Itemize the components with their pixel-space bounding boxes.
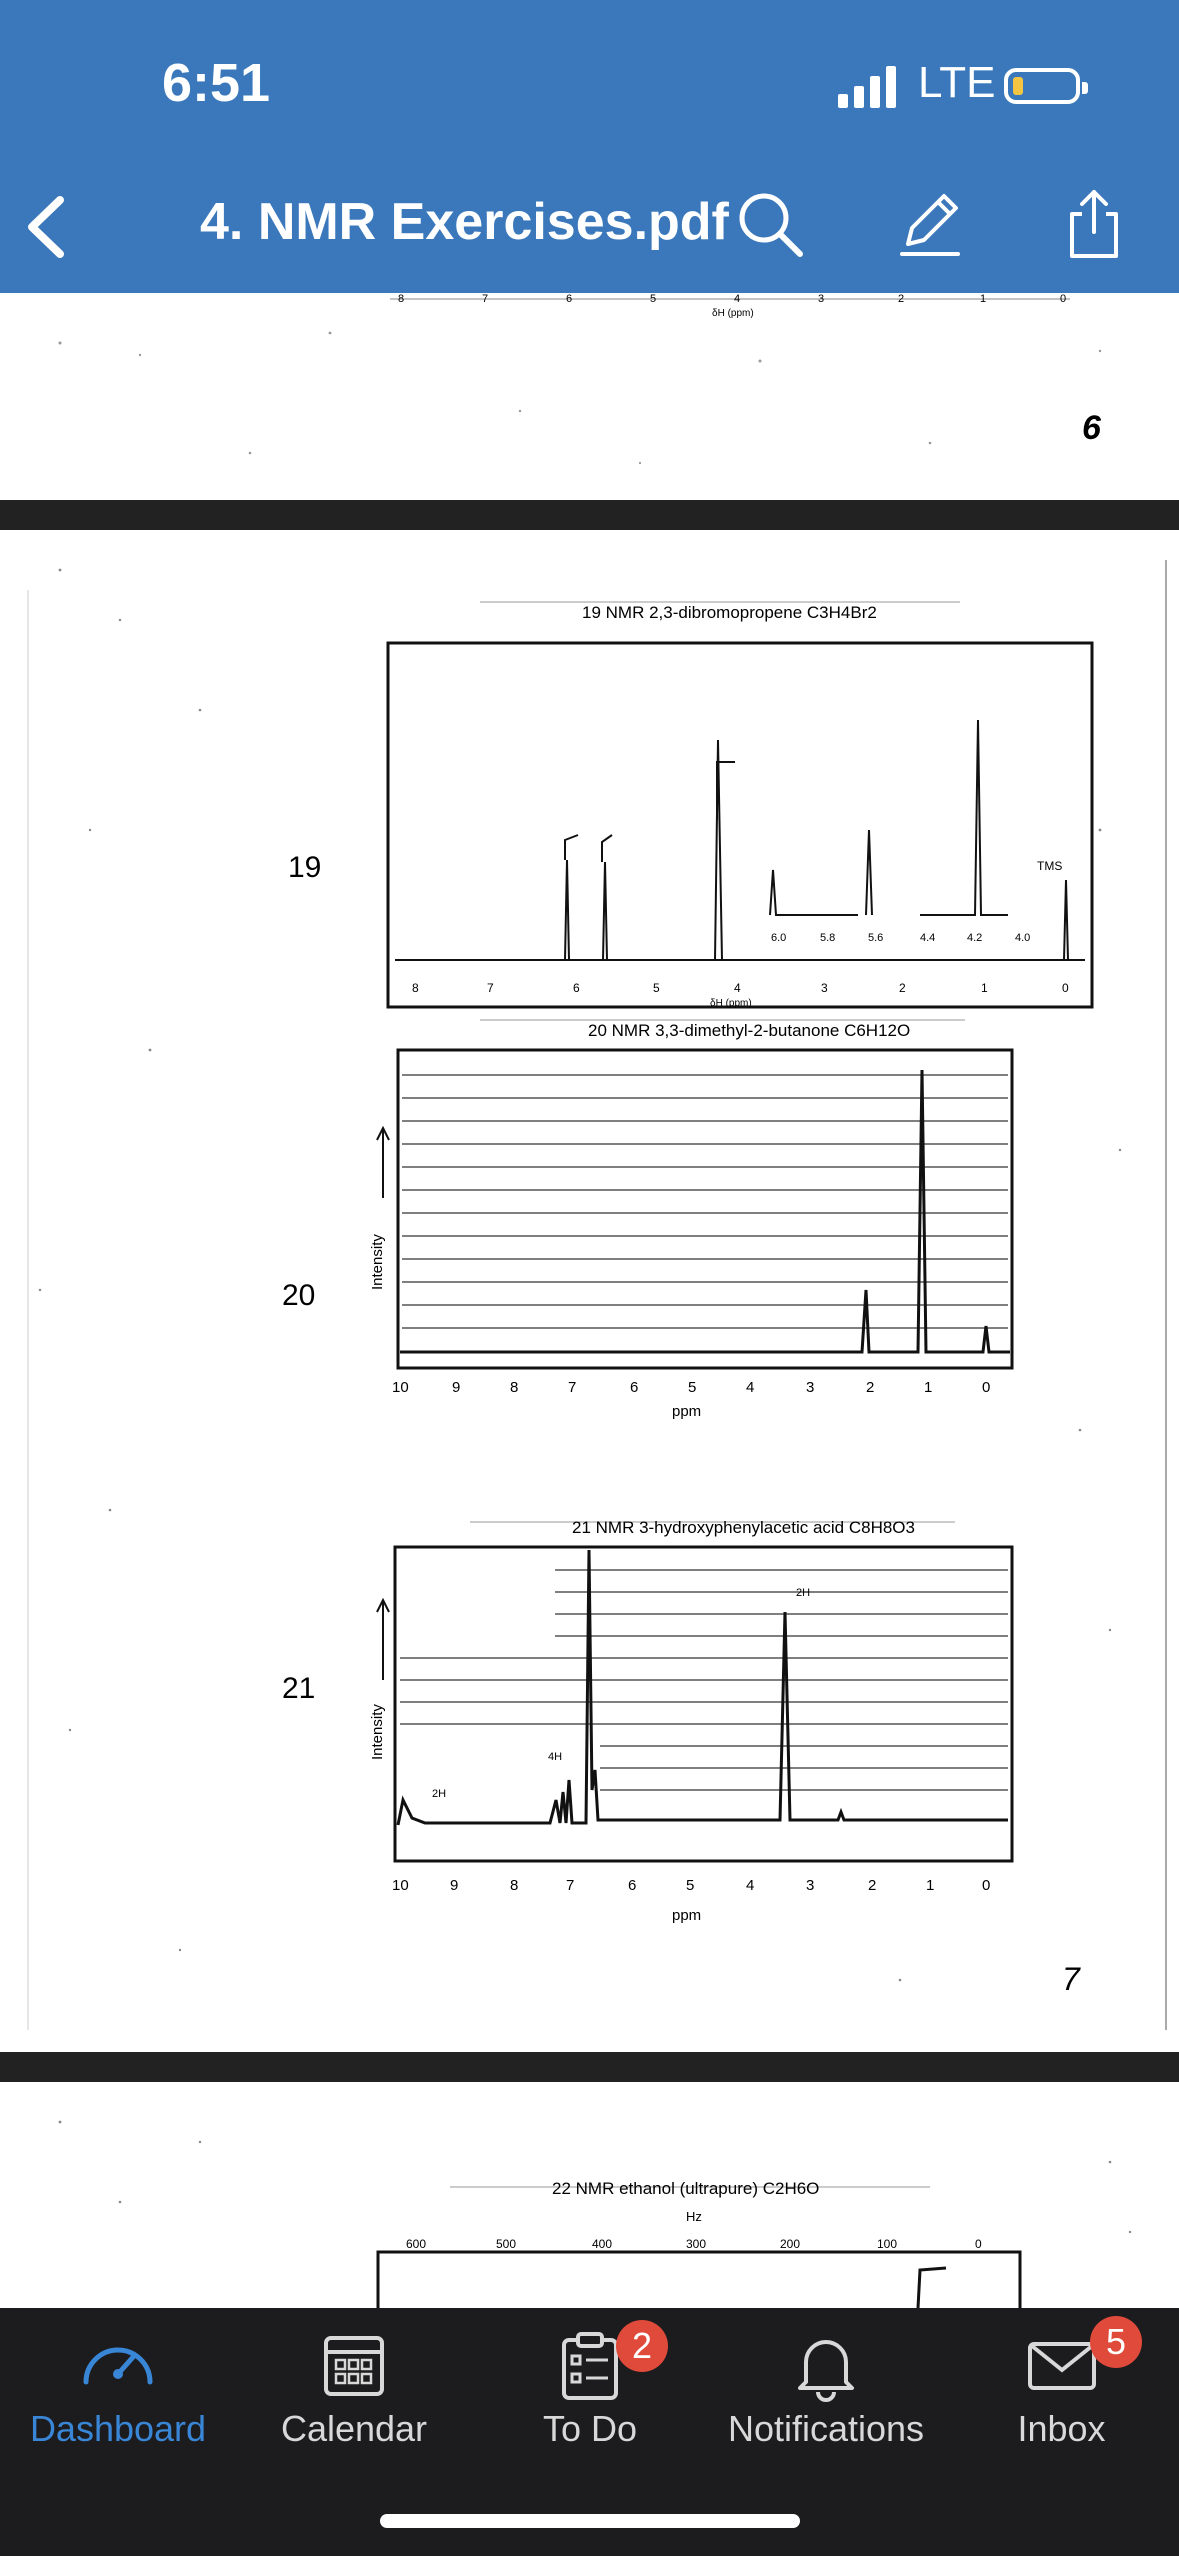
svg-text:3: 3 (806, 1877, 815, 1894)
spectrum-19-title: 19 NMR 2,3-dibromopropene C3H4Br2 (582, 603, 877, 622)
svg-text:Intensity: Intensity (369, 1704, 386, 1760)
svg-text:0: 0 (982, 1379, 991, 1396)
problem-number-19: 19 (288, 851, 322, 884)
inbox-badge: 5 (1090, 2316, 1142, 2368)
svg-text:6.0: 6.0 (771, 932, 787, 944)
svg-text:Intensity: Intensity (369, 1234, 386, 1290)
svg-text:8: 8 (398, 293, 405, 305)
svg-text:10: 10 (392, 1877, 409, 1894)
svg-text:1: 1 (926, 1877, 935, 1894)
chevron-left-icon[interactable] (20, 192, 70, 262)
svg-text:0: 0 (982, 1877, 991, 1894)
mail-icon (1026, 2338, 1098, 2394)
svg-text:7: 7 (482, 293, 489, 305)
svg-text:3: 3 (818, 293, 825, 305)
spectrum-21-title: 21 NMR 3-hydroxyphenylacetic acid C8H8O3 (572, 1518, 915, 1537)
share-icon[interactable] (1058, 188, 1130, 260)
spectrum-19 (288, 602, 1092, 1009)
svg-text:4: 4 (734, 981, 741, 995)
svg-text:Hz: Hz (686, 2209, 702, 2224)
problem-number-21: 21 (282, 1672, 316, 1705)
tab-label: Inbox (1017, 2408, 1106, 2449)
page-7-content (0, 530, 1179, 2052)
svg-text:600: 600 (406, 2237, 427, 2251)
clipboard-list-icon (558, 2330, 622, 2402)
svg-text:200: 200 (780, 2237, 801, 2251)
svg-text:2: 2 (866, 1379, 875, 1396)
page-6-spectrum-axis (0, 293, 1179, 500)
svg-text:8: 8 (510, 1877, 519, 1894)
tab-notifications[interactable] (708, 2308, 944, 2508)
svg-text:3: 3 (806, 1379, 815, 1396)
svg-text:ppm: ppm (672, 1403, 702, 1420)
spectrum-21 (282, 1518, 1081, 1997)
pdf-page-7 (0, 530, 1179, 2052)
cellular-signal-icon (838, 66, 898, 108)
home-indicator[interactable] (380, 2514, 800, 2528)
svg-text:2: 2 (899, 981, 906, 995)
svg-text:0: 0 (1062, 981, 1069, 995)
svg-text:7: 7 (566, 1877, 575, 1894)
svg-text:6: 6 (566, 293, 573, 305)
network-type: LTE (918, 58, 996, 107)
svg-text:0: 0 (1060, 293, 1067, 305)
svg-text:δH (ppm): δH (ppm) (712, 308, 754, 319)
tab-calendar[interactable] (236, 2308, 472, 2508)
svg-text:5.8: 5.8 (820, 932, 836, 944)
svg-text:ppm: ppm (672, 1907, 702, 1924)
svg-text:δH (ppm): δH (ppm) (710, 998, 752, 1009)
status-time: 6:51 (162, 53, 271, 113)
svg-text:4.4: 4.4 (920, 932, 936, 944)
problem-number-20: 20 (282, 1279, 316, 1312)
pdf-page-8 (0, 2082, 1179, 2308)
tab-inbox[interactable] (944, 2308, 1179, 2508)
svg-text:5: 5 (686, 1877, 695, 1894)
svg-text:100: 100 (877, 2237, 898, 2251)
page-number: 7 (1062, 1961, 1080, 1997)
svg-text:1: 1 (980, 293, 987, 305)
search-icon[interactable] (734, 188, 806, 260)
tab-dashboard[interactable] (0, 2308, 236, 2508)
svg-text:2H: 2H (796, 1587, 811, 1599)
svg-text:300: 300 (686, 2237, 707, 2251)
spectrum-22 (0, 2082, 1179, 2308)
svg-text:7: 7 (568, 1379, 577, 1396)
gauge-icon (78, 2330, 158, 2390)
svg-text:TMS: TMS (1037, 859, 1063, 873)
svg-text:400: 400 (592, 2237, 613, 2251)
svg-text:5: 5 (650, 293, 657, 305)
tab-label: Calendar (280, 2408, 428, 2449)
svg-text:5: 5 (653, 981, 660, 995)
svg-text:9: 9 (450, 1877, 459, 1894)
svg-text:4.2: 4.2 (967, 932, 983, 944)
svg-text:8: 8 (510, 1379, 519, 1396)
spectrum-20-title: 20 NMR 3,3-dimethyl-2-butanone C6H12O (588, 1021, 911, 1040)
app-header (0, 0, 1179, 293)
svg-text:6: 6 (573, 981, 580, 995)
calendar-icon (322, 2330, 386, 2398)
svg-text:4: 4 (746, 1379, 755, 1396)
todo-badge: 2 (616, 2320, 668, 2372)
svg-text:8: 8 (412, 981, 419, 995)
svg-text:500: 500 (496, 2237, 517, 2251)
svg-text:5.6: 5.6 (868, 932, 884, 944)
svg-text:1: 1 (924, 1379, 933, 1396)
battery-icon (1004, 68, 1080, 104)
page-number: 6 (1082, 409, 1101, 447)
svg-text:0: 0 (975, 2237, 982, 2251)
svg-text:3: 3 (821, 981, 828, 995)
tab-todo[interactable] (472, 2308, 708, 2508)
svg-text:4.0: 4.0 (1015, 932, 1031, 944)
page-separator (0, 500, 1179, 530)
tab-label: Notifications (727, 2408, 925, 2449)
markup-pen-icon[interactable] (894, 188, 966, 260)
svg-text:4H: 4H (548, 1751, 563, 1763)
svg-text:5: 5 (688, 1379, 697, 1396)
svg-text:2H: 2H (432, 1788, 447, 1800)
svg-text:2: 2 (898, 293, 905, 305)
svg-text:2: 2 (868, 1877, 877, 1894)
tab-label: To Do (542, 2408, 638, 2449)
svg-text:9: 9 (452, 1379, 461, 1396)
spectrum-20 (282, 1020, 1012, 1420)
spectrum-22-title: 22 NMR ethanol (ultrapure) C2H6O (552, 2179, 820, 2198)
svg-text:10: 10 (392, 1379, 409, 1396)
document-title: 4. NMR Exercises.pdf (200, 193, 729, 251)
svg-text:4: 4 (734, 293, 741, 305)
pdf-page-6 (0, 293, 1179, 500)
svg-text:1: 1 (981, 981, 988, 995)
svg-text:7: 7 (487, 981, 494, 995)
svg-text:6: 6 (630, 1379, 639, 1396)
tab-label: Dashboard (29, 2408, 207, 2449)
page-separator (0, 2052, 1179, 2082)
svg-text:4: 4 (746, 1877, 755, 1894)
bell-icon (794, 2330, 858, 2402)
svg-text:6: 6 (628, 1877, 637, 1894)
